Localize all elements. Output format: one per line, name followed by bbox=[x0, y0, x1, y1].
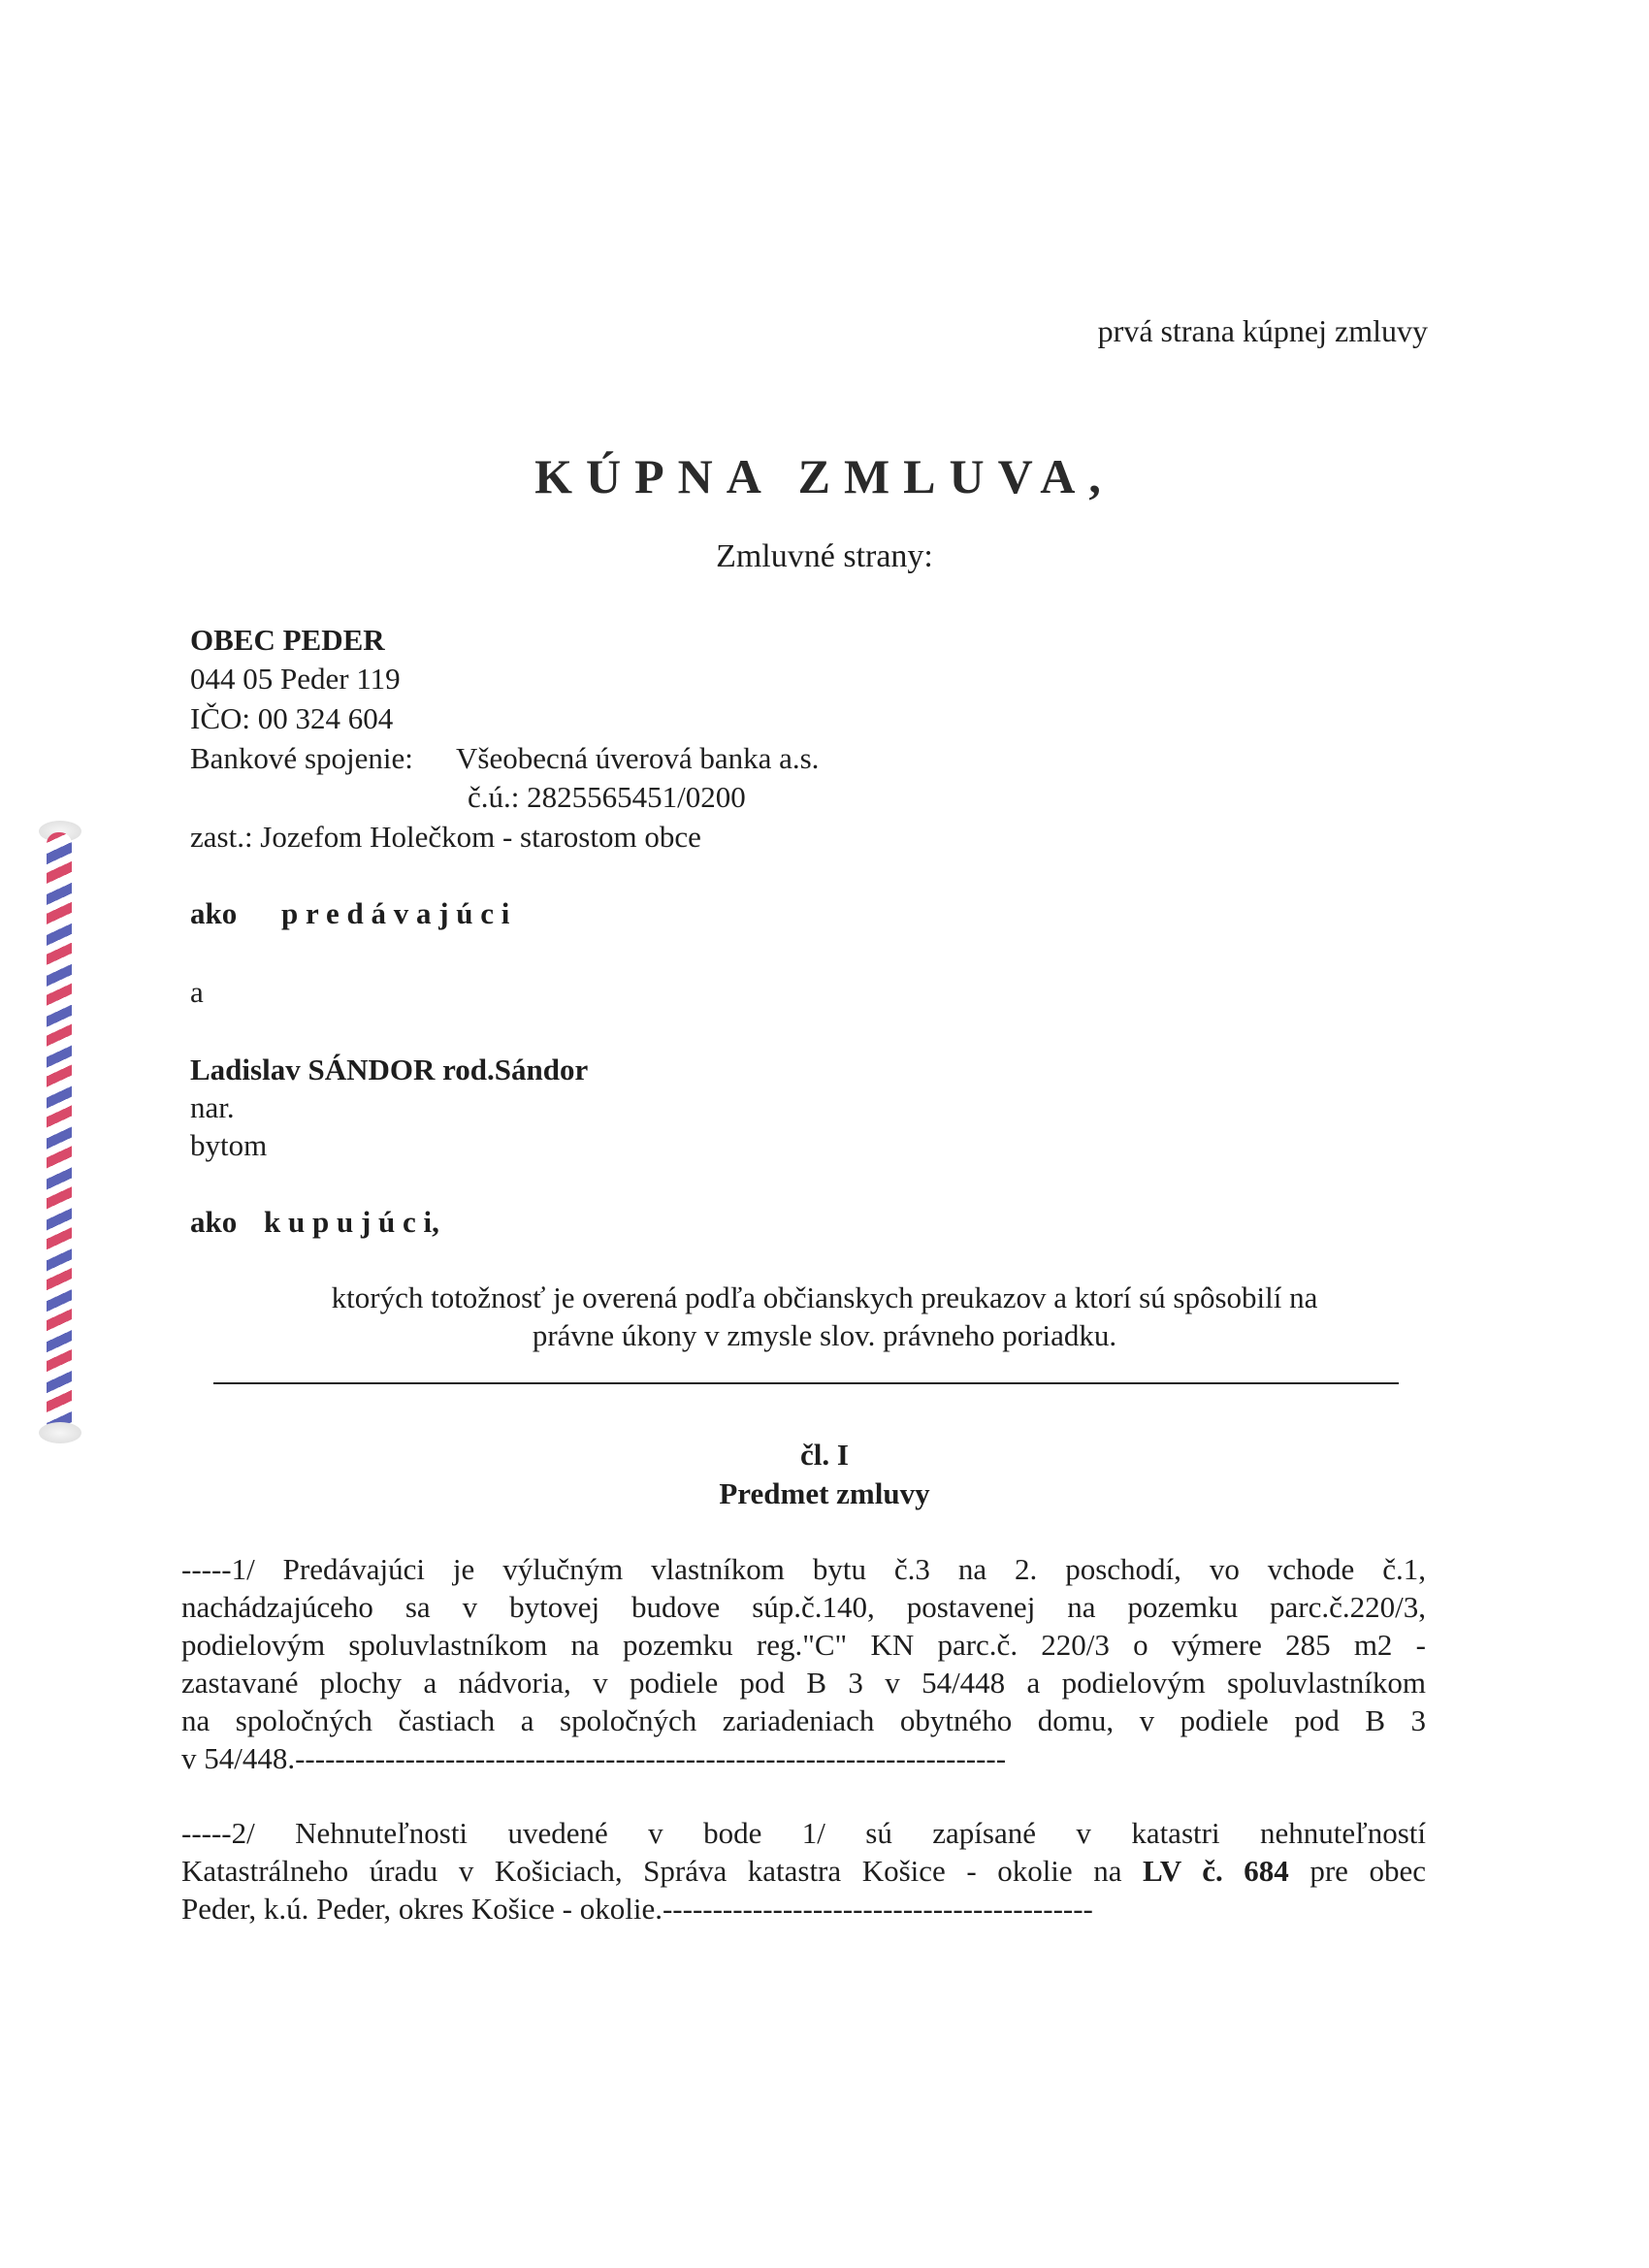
paragraph2-line: -----2/ Nehnuteľnosti uvedené v bode 1/ sú zapísané v katastri nehnuteľností bbox=[181, 1816, 1426, 1850]
buyer-name: Ladislav SÁNDOR rod.Sándor bbox=[190, 1053, 589, 1086]
paragraph2-line bbox=[181, 1854, 1426, 1889]
seller-name: OBEC PEDER bbox=[190, 623, 385, 657]
paragraph1-line: na spoločných častiach a spoločných zariadeniach obytného domu, v podiele pod B 3 bbox=[181, 1703, 1426, 1737]
seller-role-prefix: ako bbox=[190, 896, 238, 930]
paragraph1-line: zastavané plochy a nádvoria, v podiele pod B 3 v 54/448 a podielovým spoluvlastníkom bbox=[181, 1666, 1426, 1700]
buyer-role: k u p u j ú c i, bbox=[264, 1205, 439, 1239]
paragraph1-line: -----1/ Predávajúci je výlučným vlastníkom bytu č.3 na 2. poschodí, vo vchode č.1, bbox=[181, 1552, 1426, 1586]
paragraph2-text: Katastrálneho úradu v Košiciach, Správa katastra Košice - okolie na bbox=[181, 1854, 1144, 1888]
seller-address: 044 05 Peder 119 bbox=[190, 662, 401, 696]
buyer-born: nar. bbox=[190, 1090, 235, 1124]
buyer-residence: bytom bbox=[190, 1128, 268, 1162]
document-title: KÚPNA ZMLUVA, bbox=[534, 449, 1115, 503]
seller-bank-label: Bankové spojenie: bbox=[190, 741, 413, 775]
paragraph2-line: Peder, k.ú. Peder, okres Košice - okolie.------------------------------------------- bbox=[181, 1892, 1093, 1926]
paragraph1-line: podielovým spoluvlastníkom na pozemku reg."C" KN parc.č. 220/3 o výmere 285 m2 - bbox=[181, 1628, 1426, 1662]
identity-statement-line: ktorých totožnosť je overená podľa občianskych preukazov a ktorí sú spôsobilí na bbox=[331, 1280, 1318, 1314]
land-register-number: LV č. 684 bbox=[1143, 1854, 1289, 1888]
parties-heading: Zmluvné strany: bbox=[716, 538, 933, 574]
paragraph1-line: v 54/448.----------------------------------------------------------------------- bbox=[181, 1741, 1007, 1775]
seller-ico: IČO: 00 324 604 bbox=[190, 701, 394, 735]
section-divider bbox=[213, 1382, 1399, 1384]
article-title: Predmet zmluvy bbox=[719, 1476, 930, 1510]
seller-bank-name: Všeobecná úverová banka a.s. bbox=[456, 741, 820, 775]
seller-account: č.ú.: 2825565451/0200 bbox=[468, 780, 746, 814]
seller-role: p r e d á v a j ú c i bbox=[281, 896, 510, 930]
paragraph1-line: nachádzajúceho sa v bytovej budove súp.č.140, postavenej na pozemku parc.č.220/3, bbox=[181, 1590, 1426, 1624]
paragraph2-text: pre obec bbox=[1288, 1854, 1426, 1888]
header-note: prvá strana kúpnej zmluvy bbox=[1097, 313, 1428, 348]
article-number: čl. I bbox=[800, 1438, 849, 1472]
buyer-role-prefix: ako bbox=[190, 1205, 238, 1239]
seller-representative: zast.: Jozefom Holečkom - starostom obce bbox=[190, 820, 701, 854]
identity-statement-line: právne úkony v zmysle slov. právneho poriadku. bbox=[532, 1318, 1117, 1352]
conjunction: a bbox=[190, 975, 204, 1009]
